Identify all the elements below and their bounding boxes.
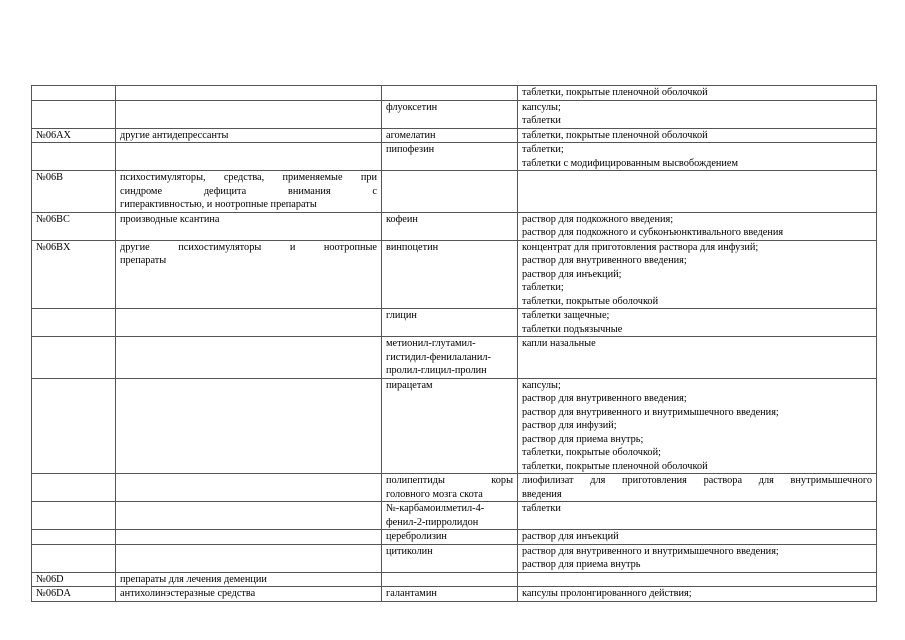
dosage-form-cell xyxy=(518,240,877,309)
atc-code-cell: №06BC xyxy=(32,212,116,240)
dosage-form-line: раствор для инъекций xyxy=(522,531,619,542)
table-row xyxy=(32,474,877,502)
table-row xyxy=(32,309,877,337)
pharm-group-line: препараты xyxy=(120,255,167,266)
pharm-group-cell xyxy=(116,86,382,101)
table-row xyxy=(32,100,877,128)
pharm-group-line: синдроме дефицита внимания с xyxy=(120,185,377,197)
table-row xyxy=(32,86,877,101)
dosage-form-line: таблетки xyxy=(522,115,561,126)
dosage-form-cell xyxy=(518,171,877,213)
dosage-form-line: раствор для подкожного и субконъюнктивального введения xyxy=(522,227,784,238)
atc-code-cell xyxy=(32,378,116,474)
atc-code-cell: №06B xyxy=(32,171,116,213)
pharm-group-cell xyxy=(116,143,382,171)
drug-name-cell: пипофезин xyxy=(382,143,518,171)
table-row xyxy=(32,240,877,309)
dosage-form-line: введения xyxy=(522,488,562,500)
dosage-form-line: таблетки, покрытые оболочкой; xyxy=(522,447,661,458)
pharm-group-cell: препараты для лечения деменции xyxy=(116,572,382,587)
dosage-form-line: таблетки, покрытые пленочной оболочкой xyxy=(522,460,708,472)
drug-name-line: гистидил-фенилаланил- xyxy=(386,351,491,363)
drug-name-cell: кофеин xyxy=(382,212,518,240)
drug-name-cell: галантамин xyxy=(382,587,518,602)
dosage-form-cell xyxy=(518,309,877,337)
atc-code-cell xyxy=(32,502,116,530)
atc-code-cell: №06DA xyxy=(32,587,116,602)
dosage-form-cell xyxy=(518,100,877,128)
dosage-form-line: таблетки; xyxy=(522,144,564,155)
pharm-group-cell xyxy=(116,502,382,530)
pharm-group-cell xyxy=(116,530,382,545)
drug-name-cell xyxy=(382,572,518,587)
drug-name-cell: цитиколин xyxy=(382,544,518,572)
pharm-group-cell xyxy=(116,309,382,337)
dosage-form-cell xyxy=(518,128,877,143)
dosage-form-cell xyxy=(518,572,877,587)
dosage-form-cell xyxy=(518,587,877,602)
dosage-form-line: раствор для приема внутрь xyxy=(522,559,641,570)
pharm-group-cell xyxy=(116,378,382,474)
atc-code-cell: №06D xyxy=(32,572,116,587)
dosage-form-cell xyxy=(518,143,877,171)
drug-name-line: №-карбамоилметил-4- xyxy=(386,503,485,514)
atc-code-cell xyxy=(32,544,116,572)
dosage-form-cell xyxy=(518,502,877,530)
drug-name-line: фенил-2-пирролидон xyxy=(386,516,479,528)
table-row xyxy=(32,572,877,587)
drug-name-cell xyxy=(382,474,518,502)
pharm-group-cell: другие антидепрессанты xyxy=(116,128,382,143)
dosage-form-line: раствор для инфузий; xyxy=(522,420,617,431)
drug-name-cell: церебролизин xyxy=(382,530,518,545)
table-row xyxy=(32,337,877,379)
dosage-form-line: раствор для подкожного введения; xyxy=(522,213,674,225)
atc-code-cell xyxy=(32,474,116,502)
dosage-form-line: лиофилизат для приготовления раствора для внутримышечного xyxy=(522,475,872,486)
atc-code-cell xyxy=(32,337,116,379)
pharm-group-cell xyxy=(116,474,382,502)
dosage-form-line: концентрат для приготовления раствора для инфузий; xyxy=(522,241,759,253)
pharm-group-cell xyxy=(116,337,382,379)
drug-name-cell: агомелатин xyxy=(382,128,518,143)
pharm-group-cell xyxy=(116,100,382,128)
dosage-form-cell xyxy=(518,544,877,572)
table-row xyxy=(32,171,877,213)
pharm-group-line: гиперактивностью, и ноотропные препараты xyxy=(120,199,317,210)
dosage-form-line: таблетки, покрытые пленочной оболочкой xyxy=(522,129,708,141)
dosage-form-line: капсулы пролонгированного действия; xyxy=(522,588,692,599)
dosage-form-cell xyxy=(518,474,877,502)
atc-code-cell: №06BX xyxy=(32,240,116,309)
drug-name-cell: глицин xyxy=(382,309,518,337)
dosage-form-line: таблетки xyxy=(522,503,561,514)
dosage-form-cell xyxy=(518,86,877,101)
drug-list-table xyxy=(31,85,877,602)
pharm-group-cell xyxy=(116,171,382,213)
dosage-form-line: таблетки, покрытые пленочной оболочкой xyxy=(522,87,708,98)
dosage-form-line: капсулы; xyxy=(522,379,561,391)
table-row xyxy=(32,502,877,530)
table-row xyxy=(32,587,877,602)
pharm-group-line: другие психостимуляторы и ноотропные xyxy=(120,241,377,253)
pharm-group-cell xyxy=(116,240,382,309)
dosage-form-line: капли назальные xyxy=(522,338,596,349)
table-row xyxy=(32,530,877,545)
atc-code-cell: №06AX xyxy=(32,128,116,143)
dosage-form-line: раствор для внутривенного и внутримышечного введения; xyxy=(522,545,779,557)
drug-name-cell xyxy=(382,502,518,530)
dosage-form-cell xyxy=(518,212,877,240)
drug-name-cell: флуоксетин xyxy=(382,100,518,128)
dosage-form-line: таблетки с модифицированным высвобождением xyxy=(522,157,739,169)
pharm-group-cell: производные ксантина xyxy=(116,212,382,240)
atc-code-cell xyxy=(32,86,116,101)
dosage-form-line: таблетки; xyxy=(522,282,564,293)
table-body xyxy=(32,86,877,602)
pharm-group-cell xyxy=(116,544,382,572)
pharm-group-cell: антихолинэстеразные средства xyxy=(116,587,382,602)
dosage-form-line: раствор для внутривенного введения; xyxy=(522,255,687,266)
dosage-form-line: раствор для приема внутрь; xyxy=(522,433,644,445)
dosage-form-line: раствор для инъекций; xyxy=(522,268,622,280)
dosage-form-cell xyxy=(518,337,877,379)
dosage-form-line: таблетки, покрытые оболочкой xyxy=(522,295,659,307)
dosage-form-line: таблетки защечные; xyxy=(522,310,610,321)
atc-code-cell xyxy=(32,143,116,171)
atc-code-cell xyxy=(32,100,116,128)
table-row xyxy=(32,143,877,171)
dosage-form-line: таблетки подъязычные xyxy=(522,323,623,335)
pharm-group-line: психостимуляторы, средства, применяемые при xyxy=(120,172,377,183)
drug-name-line: пролил-глицил-пролин xyxy=(386,365,487,376)
dosage-form-cell xyxy=(518,530,877,545)
table-row xyxy=(32,128,877,143)
drug-name-cell: пирацетам xyxy=(382,378,518,474)
drug-name-line: головного мозга скота xyxy=(386,488,483,500)
table-row xyxy=(32,378,877,474)
drug-name-cell xyxy=(382,171,518,213)
drug-name-line: полипептиды коры xyxy=(386,475,513,486)
dosage-form-line: раствор для внутривенного введения; xyxy=(522,393,687,404)
drug-name-cell: винпоцетин xyxy=(382,240,518,309)
atc-code-cell xyxy=(32,309,116,337)
dosage-form-line: капсулы; xyxy=(522,101,561,113)
drug-name-line: метионил-глутамил- xyxy=(386,338,476,349)
dosage-form-cell xyxy=(518,378,877,474)
table-row xyxy=(32,212,877,240)
drug-name-cell xyxy=(382,337,518,379)
dosage-form-line: раствор для внутривенного и внутримышечного введения; xyxy=(522,406,779,418)
atc-code-cell xyxy=(32,530,116,545)
drug-name-cell xyxy=(382,86,518,101)
table-row xyxy=(32,544,877,572)
